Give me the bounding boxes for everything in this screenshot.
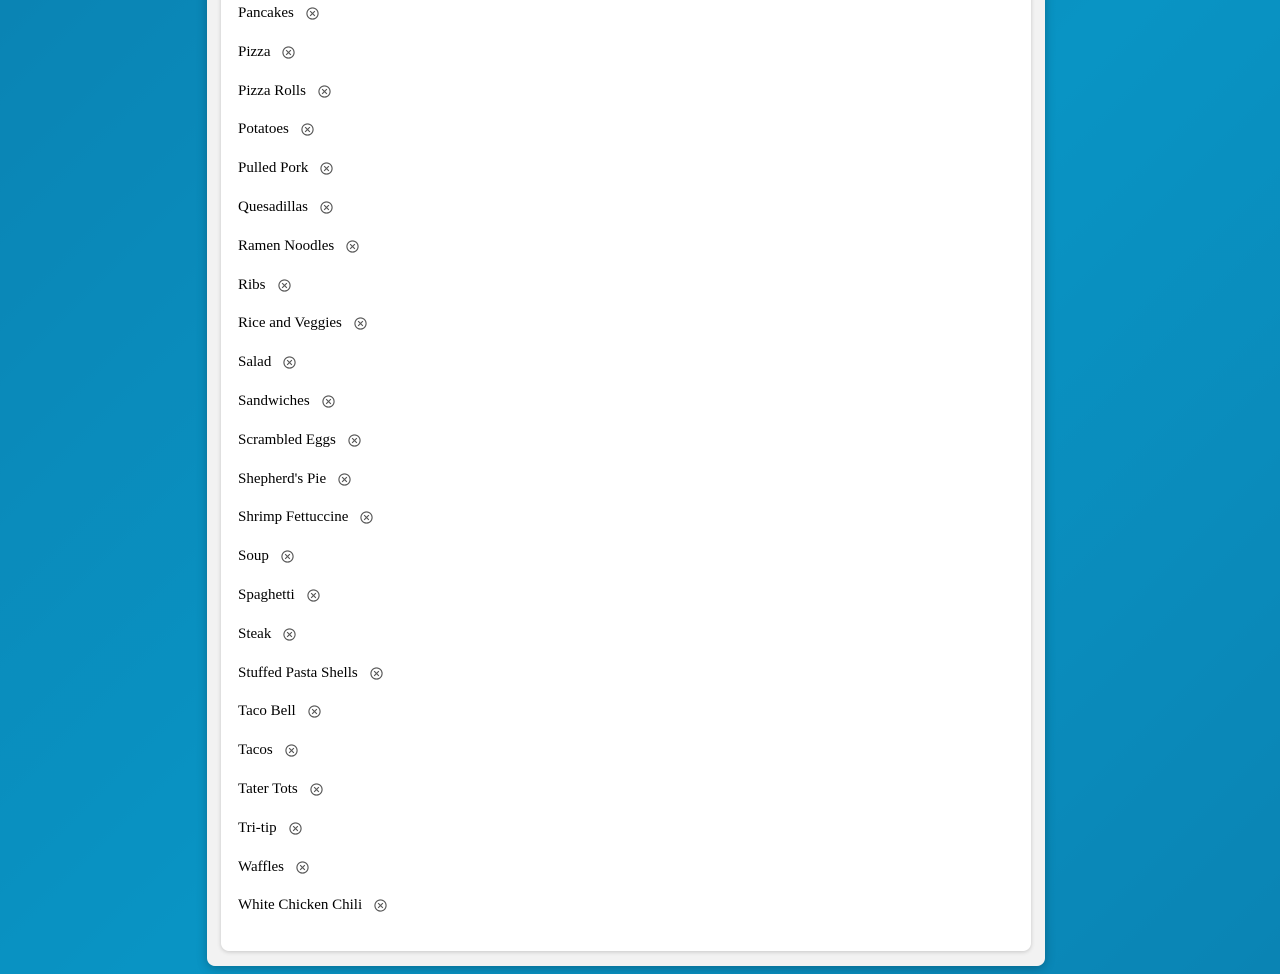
food-item-label: Tacos <box>238 742 273 759</box>
list-item <box>238 779 387 818</box>
remove-circle-icon[interactable] <box>322 395 335 408</box>
food-item-label: Tri-tip <box>238 819 277 836</box>
food-item-label: Stuffed Pasta Shells <box>238 664 358 681</box>
food-item-label: Sandwiches <box>238 392 310 409</box>
list-item <box>238 81 387 120</box>
list-item <box>238 546 387 585</box>
remove-circle-icon[interactable] <box>346 240 359 253</box>
remove-circle-icon[interactable] <box>370 667 383 680</box>
remove-circle-icon[interactable] <box>278 279 291 292</box>
food-item-label: Pizza <box>238 43 271 60</box>
list-item <box>238 430 387 469</box>
food-item-label: Spaghetti <box>238 586 295 603</box>
list-item <box>238 236 387 275</box>
remove-circle-icon[interactable] <box>338 473 351 486</box>
food-item-label: Ribs <box>238 276 266 293</box>
list-item <box>238 585 387 624</box>
food-item-label: Shepherd's Pie <box>238 470 327 487</box>
food-item-label: Shrimp Fettuccine <box>238 509 349 526</box>
list-item <box>238 624 387 663</box>
outer-panel <box>207 0 1045 966</box>
remove-circle-icon[interactable] <box>374 899 387 912</box>
food-item-label: Salad <box>238 354 272 371</box>
list-item <box>238 3 387 42</box>
list-item <box>238 818 387 857</box>
list-item <box>238 701 387 740</box>
food-item-label: Potatoes <box>238 121 289 138</box>
food-item-label: Scrambled Eggs <box>238 431 336 448</box>
list-item <box>238 895 387 934</box>
remove-circle-icon[interactable] <box>296 861 309 874</box>
list-item <box>238 740 387 779</box>
remove-circle-icon[interactable] <box>301 123 314 136</box>
food-item-label: Tater Tots <box>238 780 298 797</box>
food-list <box>238 3 387 934</box>
food-item-label: Steak <box>238 625 272 642</box>
list-item <box>238 469 387 508</box>
food-item-label: Rice and Veggies <box>238 315 342 332</box>
food-item-label: Waffles <box>238 858 284 875</box>
food-list-card <box>221 0 1031 951</box>
food-item-label: Pancakes <box>238 5 294 21</box>
remove-circle-icon[interactable] <box>282 46 295 59</box>
list-item <box>238 119 387 158</box>
food-item-label: Ramen Noodles <box>238 237 335 254</box>
food-item-label: Taco Bell <box>238 703 296 720</box>
list-item <box>238 197 387 236</box>
remove-circle-icon[interactable] <box>354 317 367 330</box>
remove-circle-icon[interactable] <box>283 356 296 369</box>
list-item <box>238 507 387 546</box>
food-item-label: Pizza Rolls <box>238 82 306 99</box>
remove-circle-icon[interactable] <box>318 85 331 98</box>
list-item <box>238 663 387 702</box>
remove-circle-icon[interactable] <box>283 628 296 641</box>
food-item-label: Pulled Pork <box>238 160 309 177</box>
remove-circle-icon[interactable] <box>360 511 373 524</box>
list-item <box>238 313 387 352</box>
remove-circle-icon[interactable] <box>348 434 361 447</box>
list-item <box>238 42 387 81</box>
list-item <box>238 352 387 391</box>
food-item-label: Soup <box>238 548 269 565</box>
remove-circle-icon[interactable] <box>285 744 298 757</box>
food-item-label: White Chicken Chili <box>238 897 363 914</box>
remove-circle-icon[interactable] <box>281 550 294 563</box>
list-item <box>238 158 387 197</box>
list-item <box>238 275 387 314</box>
remove-circle-icon[interactable] <box>320 201 333 214</box>
remove-circle-icon[interactable] <box>308 705 321 718</box>
list-item <box>238 857 387 896</box>
list-item <box>238 391 387 430</box>
remove-circle-icon[interactable] <box>320 162 333 175</box>
remove-circle-icon[interactable] <box>310 783 323 796</box>
remove-circle-icon[interactable] <box>289 822 302 835</box>
remove-circle-icon[interactable] <box>306 7 319 20</box>
food-item-label: Quesadillas <box>238 198 308 215</box>
remove-circle-icon[interactable] <box>307 589 320 602</box>
